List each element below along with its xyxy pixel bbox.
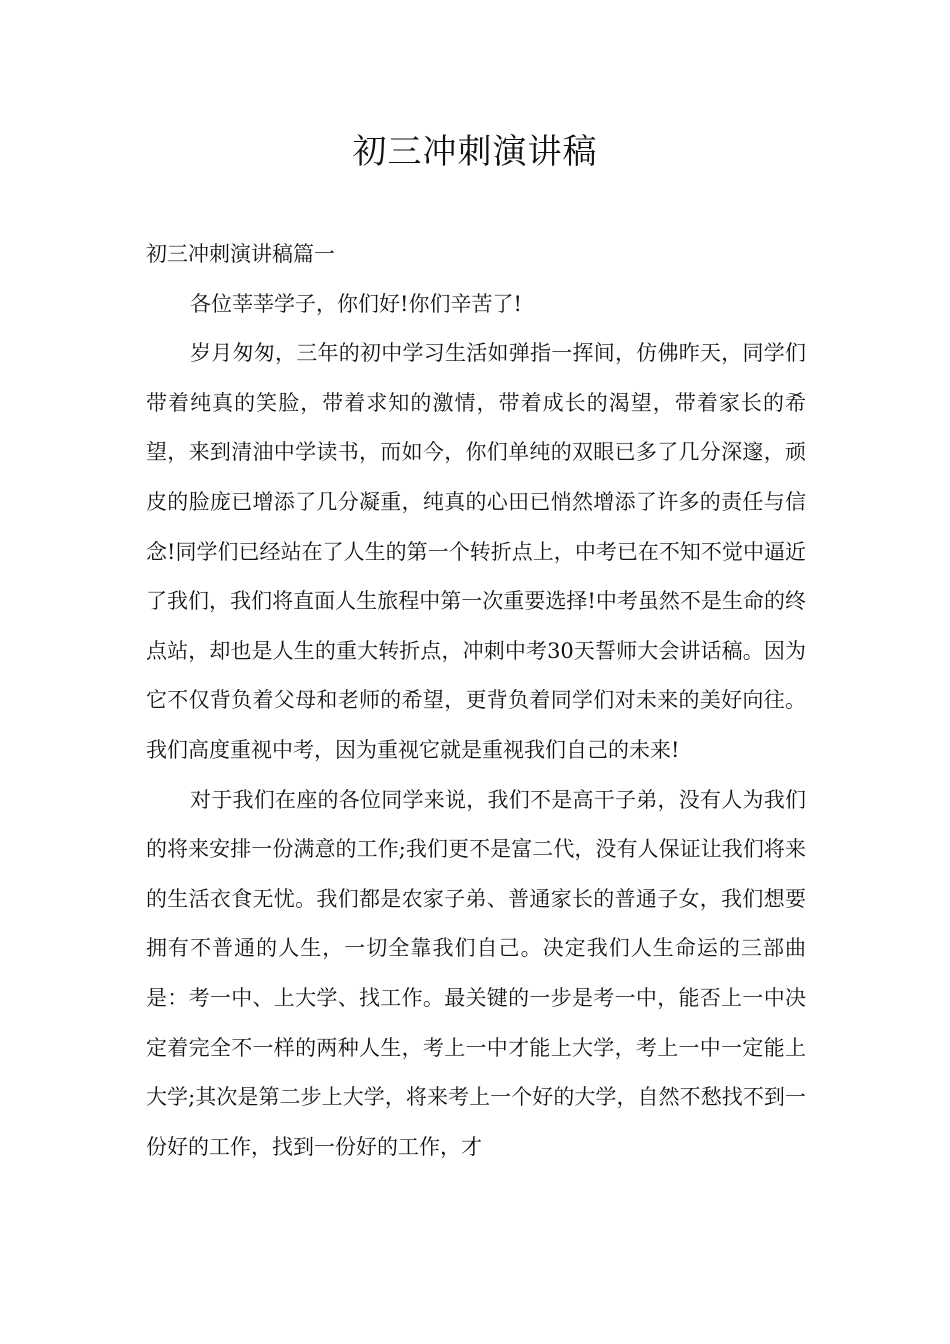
document-body (146, 230, 806, 1172)
document-title: 初三冲刺演讲稿 (352, 132, 598, 172)
paragraph-life-path: 对于我们在座的各位同学来说，我们不是高干子弟，没有人为我们的将来安排一份满意的工作;我们更不是富二代，没有人保证让我们将来的生活衣食无忧。我们都是农家子弟、普通家长的普通子女，我们想要拥有不普通的人生，一切全靠我们自己。决定我们人生命运的三部曲是：考一中、上大学、找工作。最关键的一步是考一中，能否上一中决定着完全不一样的两种人生，考上一中才能上大学，考上一中一定能上大学;其次是第二步上大学，将来考上一个好的大学，自然不愁找不到一份好的工作，找到一份好的工作，才 (146, 787, 806, 1159)
section-heading: 初三冲刺演讲稿篇一 (146, 242, 335, 266)
paragraph-middle-school-years: 岁月匆匆，三年的初中学习生活如弹指一挥间，仿佛昨天，同学们带着纯真的笑脸，带着求知的激情，带着成长的渴望，带着家长的希望，来到清油中学读书，而如今，你们单纯的双眼已多了几分深邃，顽皮的脸庞已增添了几分凝重，纯真的心田已悄然增添了许多的责任与信念!同学们已经站在了人生的第一个转折点上，中考已在不知不觉中逼近了我们，我们将直面人生旅程中第一次重要选择!中考虽然不是生命的终点站，却也是人生的重大转折点，冲刺中考30天誓师大会讲话稿。因为它不仅背负着父母和老师的希望，更背负着同学们对未来的美好向往。我们高度重视中考，因为重视它就是重视我们自己的未来! (146, 341, 806, 762)
paragraph-greeting: 各位莘莘学子，你们好!你们辛苦了! (190, 291, 522, 316)
